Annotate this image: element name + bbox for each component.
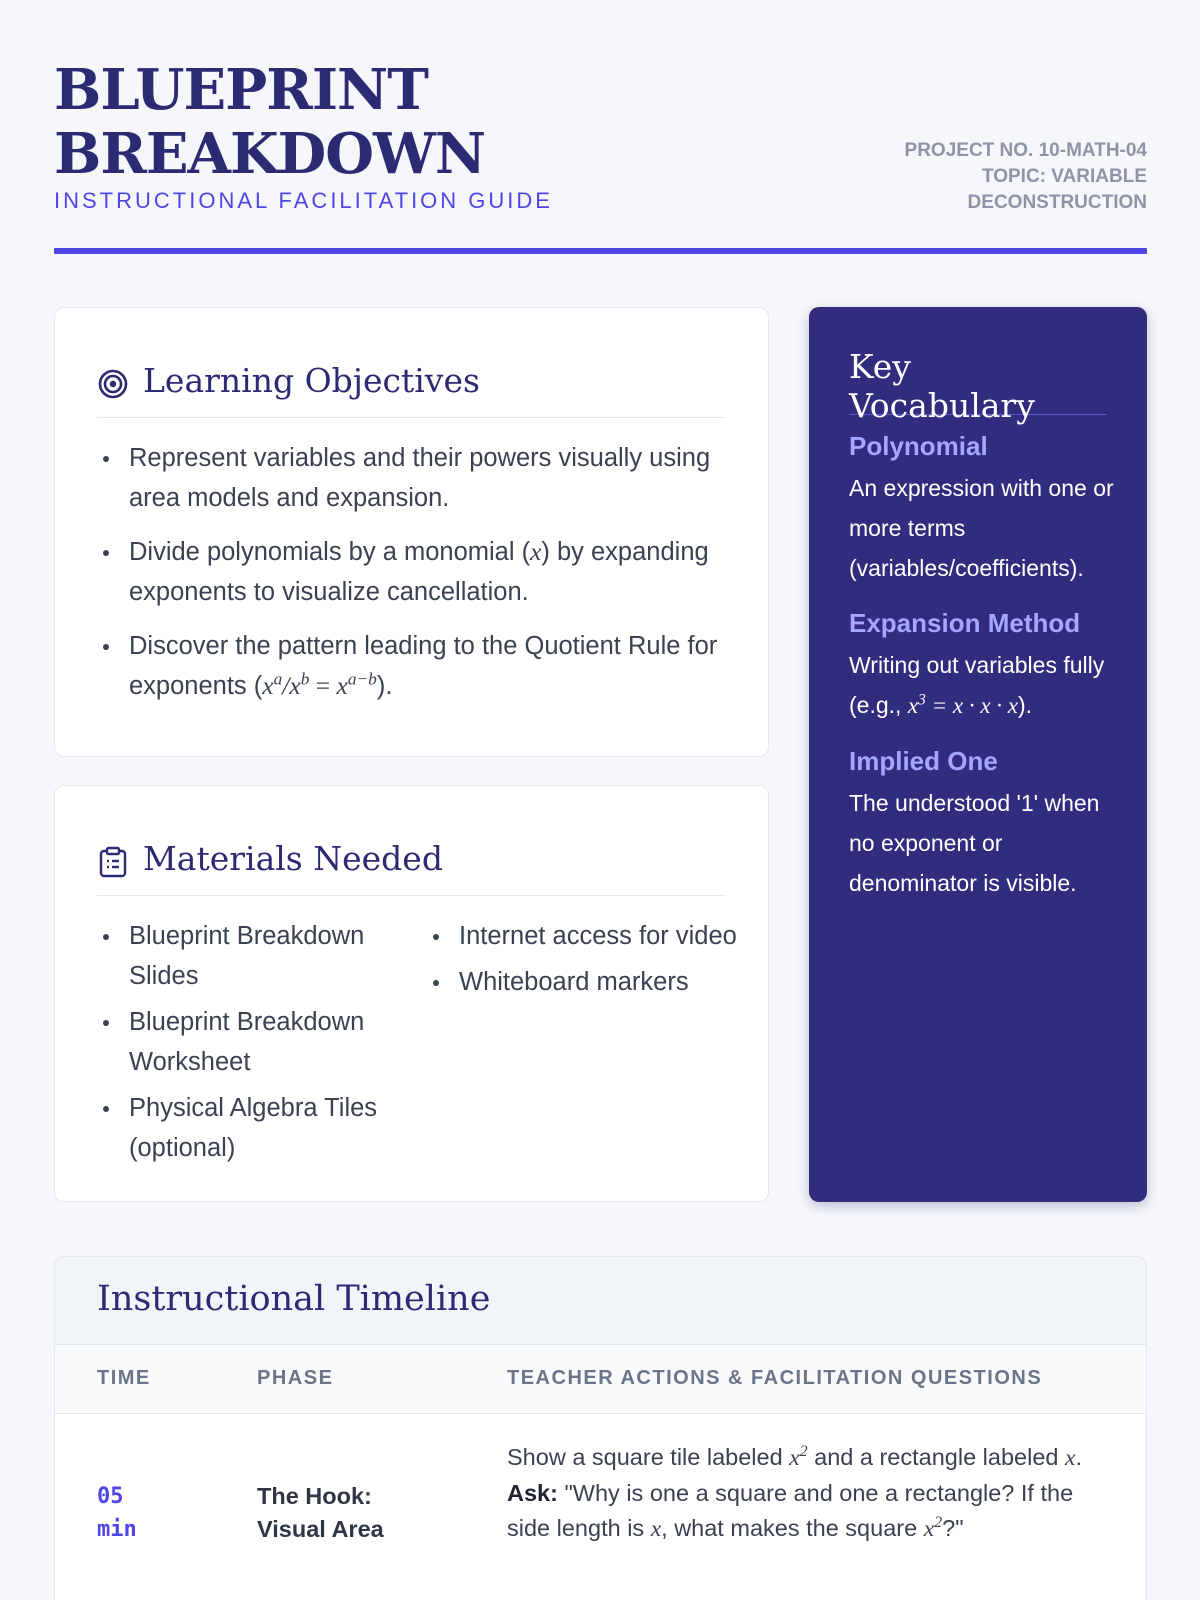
- project-number: PROJECT NO. 10-MATH-04: [904, 140, 1147, 161]
- material-item: Blueprint Breakdown Slides: [129, 916, 419, 996]
- material-item: Blueprint Breakdown Worksheet: [129, 1002, 419, 1082]
- project-topic-line2: DECONSTRUCTION: [967, 192, 1147, 213]
- page-header: [54, 58, 1147, 254]
- timeline-row: [55, 1414, 1146, 1600]
- vocab-list: [849, 431, 1117, 923]
- timeline-title: Instructional Timeline: [97, 1279, 491, 1319]
- vocab-definition: An expression with one or more terms (variables/coefficients).: [849, 475, 1114, 581]
- objective-item: Discover the pattern leading to the Quotient Rule for exponents $(x^a/x^b = x^{a-b})$.: [129, 626, 728, 706]
- materials-header: [97, 828, 726, 896]
- materials-title: Materials Needed: [143, 839, 443, 878]
- materials-card: [54, 785, 769, 1202]
- vocab-title: Key Vocabulary: [849, 347, 1035, 425]
- timeline-phase: The Hook: Visual Area: [257, 1483, 384, 1542]
- quotient-rule-formula: $x^a/x^b = x^{a-b}$: [262, 669, 377, 700]
- project-topic-line1: TOPIC: VARIABLE: [981, 166, 1147, 187]
- target-icon: [97, 368, 129, 400]
- material-item: Physical Algebra Tiles (optional): [129, 1088, 419, 1168]
- vocab-term: Polynomial: [849, 431, 988, 461]
- column-header-actions: TEACHER ACTIONS & FACILITATION QUESTIONS: [507, 1367, 1043, 1389]
- material-item: Internet access for video: [459, 916, 749, 956]
- vocab-definition: Writing out variables fully (e.g., $x^3 = x \cdot x \cdot x$).: [849, 652, 1105, 718]
- materials-list-left: [129, 916, 419, 1174]
- objective-item: Divide polynomials by a monomial (x) by expanding exponents to visualize cancellation.: [129, 532, 728, 612]
- column-header-time: TIME: [97, 1367, 151, 1389]
- vocab-definition: The understood '1' when no exponent or denominator is visible.: [849, 790, 1100, 896]
- project-meta: [905, 138, 1147, 216]
- timeline-column-headers: [55, 1345, 1146, 1414]
- timeline-header: [55, 1257, 1146, 1345]
- materials-list-right: [459, 916, 749, 1008]
- objectives-header: [97, 350, 726, 418]
- column-header-phase: PHASE: [257, 1367, 334, 1389]
- objectives-title: Learning Objectives: [143, 361, 480, 400]
- page-subtitle: INSTRUCTIONAL FACILITATION GUIDE: [54, 188, 553, 213]
- objectives-list: [129, 438, 728, 720]
- timeline-actions: Show a square tile labeled $x^2$ and a rectangle labeled x. Ask: "Why is one a square and one a rectangle? If the side length is x, what makes the square $x^2$?": [507, 1443, 1082, 1542]
- header-divider: [54, 248, 1147, 254]
- learning-objectives-card: [54, 307, 769, 757]
- vocab-term: Expansion Method: [849, 608, 1081, 638]
- objective-item: Represent variables and their powers visually using area models and expansion.: [129, 438, 728, 518]
- vocab-header: [849, 347, 1107, 425]
- clipboard-icon: [97, 846, 129, 878]
- key-vocabulary-panel: [809, 307, 1147, 1202]
- material-item: Whiteboard markers: [459, 962, 749, 1002]
- vocab-term: Implied One: [849, 746, 998, 776]
- page-title: BLUEPRINT BREAKDOWN: [54, 57, 486, 187]
- instructional-timeline: [54, 1256, 1147, 1600]
- timeline-time: 05 min: [97, 1484, 137, 1542]
